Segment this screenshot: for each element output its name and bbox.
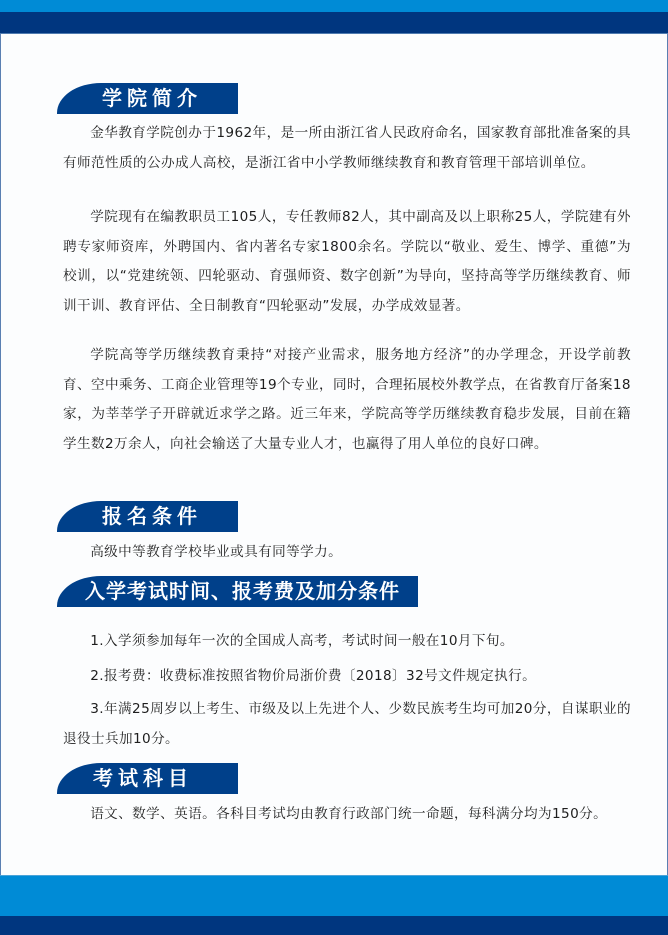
exam-item-2: 2.报考费：收费标准按照省物价局浙价费〔2018〕32号文件规定执行。 — [90, 668, 537, 684]
section-title: 学院简介 — [102, 86, 202, 110]
header-navy-bar — [0, 12, 668, 34]
section-heading-requirements — [57, 501, 238, 532]
intro-paragraph-1: 金华教育学院创办于1962年，是一所由浙江省人民政府命名，国家教育部批准备案的具有师范性质的公办成人高校，是浙江省中小学教师继续教育和教育管理干部培训单位。 — [63, 125, 631, 171]
header-light-blue-bar — [0, 0, 668, 12]
section-heading-subjects — [57, 763, 238, 794]
section-heading-intro — [57, 83, 238, 114]
subjects-text: 语文、数学、英语。各科目考试均由教育行政部门统一命题，每科满分均为150分。 — [90, 806, 608, 822]
exam-item-3: 3.年满25周岁以上考生、市级及以上先进个人、少数民族考生均可加20分，自谋职业的退役士兵加10分。 — [63, 701, 631, 747]
requirements-text: 高级中等教育学校毕业或具有同等学力。 — [90, 544, 343, 560]
section-title: 入学考试时间、报考费及加分条件 — [85, 579, 400, 603]
intro-paragraph-2: 学院现有在编教职员工105人，专任教师82人，其中副高及以上职称25人，学院建有外聘专家师资库，外聘国内、省内著名专家1800余名。学院以“敬业、爱生、博学、重德”为校训，以“党建统领、四轮驱动、育强师资、数字创新”为导向，坚持高等学历继续教育、师训干训、教育评估、全日制教育“四轮驱动”发展，办学成效显著。 — [63, 209, 631, 314]
section-title: 考试科目 — [93, 766, 193, 790]
intro-paragraph-3: 学院高等学历继续教育秉持“对接产业需求，服务地方经济”的办学理念，开设学前教育、空中乘务、工商企业管理等19个专业，同时，合理拓展校外教学点，在省教育厅备案18家，为莘莘学子开辟就近求学之路。近三年来，学院高等学历继续教育稳步发展，目前在籍学生数2万余人，向社会输送了大量专业人才，也赢得了用人单位的良好口碑。 — [63, 347, 631, 452]
footer-navy-bar — [0, 916, 668, 935]
section-heading-exam — [57, 576, 418, 607]
section-title: 报名条件 — [102, 504, 202, 528]
exam-item-1: 1.入学须参加每年一次的全国成人高考，考试时间一般在10月下旬。 — [90, 633, 514, 649]
footer-light-blue-bar — [0, 875, 668, 917]
